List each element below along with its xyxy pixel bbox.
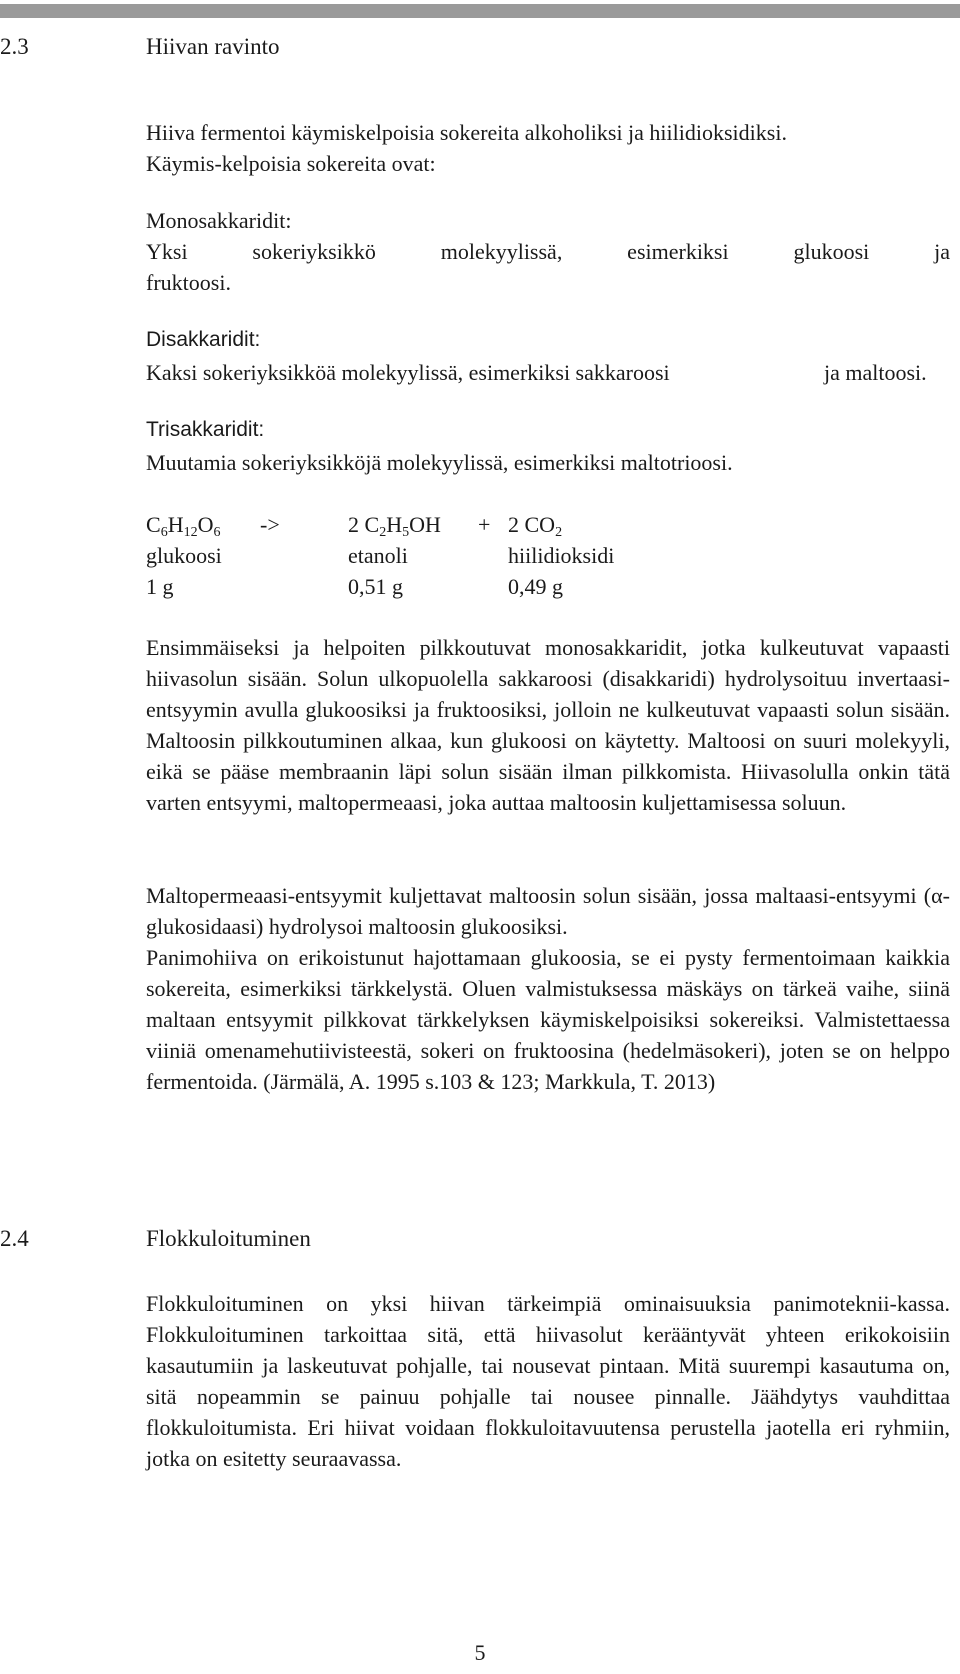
reaction-arrow: -> [260, 512, 280, 537]
mono-heading: Monosakkaridit: [146, 208, 292, 233]
mass-co2: 0,49 g [508, 574, 563, 599]
body-paragraph-1: Ensimmäiseksi ja helpoiten pilkkoutuvat monosakkaridit, jotka kulkeutuvat vapaasti hiivasolun sisään. Solun ulkopuolella sakkaroosi (disakkaridi) hydrolysoituu invertaasi- entsyymin avulla glukoosiksi ja fruktoosiksi, jolloin ne kulkeutuvat vapaasti solun sisään. Maltoosin pilkkoutuminen alkaa, kun glukoosi on käytetty. Maltoosi on suuri molekyyli, eikä se pääse membraanin läpi solun sisään ilman pilkkomista. Hiivasolulla onkin tätä varten entsyymi, maltopermeaasi, joka auttaa maltoosin kuljettamisessa soluun. [146, 635, 950, 815]
body-paragraph-section2: Flokkuloituminen on yksi hiivan tärkeimpiä ominaisuuksia panimoteknii-kassa. Flokkuloituminen tarkoittaa sitä, että hiivasolut kerääntyvät yhteen erikokoisiin kasautumiin ja laskeutuvat pohjalle, tai nousevat pintaan. Mitä suurempi kasautuma on, sitä nopeammin se painuu pohjalle tai nousee pinnalle. Jäähdytys vauhdittaa flokkuloitumista. Eri hiivat voidaan flokkuloitavuutensa perustella jaotella eri ryhmiin, jotka on esitetty seuraavassa. [146, 1291, 950, 1471]
section-number: 2.3 [0, 34, 29, 59]
reaction-plus: + [478, 512, 491, 537]
body-paragraph-2: Maltopermeaasi-entsyymit kuljettavat maltoosin solun sisään, jossa maltaasi-entsyymi (α-glukosidaasi) hydrolysoi maltoosin glukoosiksi. [146, 883, 950, 939]
di-text-end: ja maltoosi. [824, 360, 927, 385]
di-heading: Disakkaridit: [146, 328, 261, 351]
intro-line-2: Käymis-kelpoisia sokereita ovat: [146, 151, 436, 176]
name-glucose: glukoosi [146, 543, 222, 568]
mono-text: Yksi sokeriyksikkö molekyylissä, esimerkiksi glukoosi ja [146, 239, 950, 264]
co2-coefficient: 2 [508, 512, 519, 537]
intro-line-1: Hiiva fermentoi käymiskelpoisia sokereita alkoholiksi ja hiilidioksidiksi. [146, 120, 787, 145]
page-number: 5 [474, 1640, 486, 1665]
name-ethanol: etanoli [348, 543, 408, 568]
di-text: Kaksi sokeriyksikköä molekyylissä, esimerkiksi sakkaroosi [146, 360, 670, 385]
tri-text: Muutamia sokeriyksikköjä molekyylissä, esimerkiksi maltotrioosi. [146, 450, 733, 475]
ethanol-coefficient: 2 [348, 512, 359, 537]
section-title-2: Flokkuloituminen [146, 1226, 311, 1251]
formula-ethanol: 2 $C_2H_5OH$ [348, 512, 441, 540]
tri-heading: Trisakkaridit: [146, 418, 265, 441]
mass-glucose: 1 g [146, 574, 174, 599]
section-title: Hiivan ravinto [146, 34, 280, 59]
name-co2: hiilidioksidi [508, 543, 615, 568]
section-number-2: 2.4 [0, 1226, 29, 1251]
body-paragraph-3: Panimohiiva on erikoistunut hajottamaan glukoosia, se ei pysty fermentoimaan kaikkia sokereita, esimerkiksi tärkkelystä. Oluen valmistuksessa mäskäys on tärkeä vaihe, siinä maltaan entsyymit pilkkovat tärkkelyksen käymiskelpoisiksi sokereiksi. Valmistettaessa viiniä omenamehutiivisteestä, sokeri on fruktoosina (hedelmäsokeri), joten se on helppo fermentoida. (Järmälä, A. 1995 s.103 & 123; Markkula, T. 2013) [146, 945, 950, 1094]
top-border-bar [0, 4, 960, 18]
mono-text-cont: fruktoosi. [146, 270, 231, 295]
formula-glucose: $C_6H_{12}O_6$ [146, 512, 221, 540]
formula-co2: 2 $CO_2$ [508, 512, 563, 540]
mass-ethanol: 0,51 g [348, 574, 403, 599]
